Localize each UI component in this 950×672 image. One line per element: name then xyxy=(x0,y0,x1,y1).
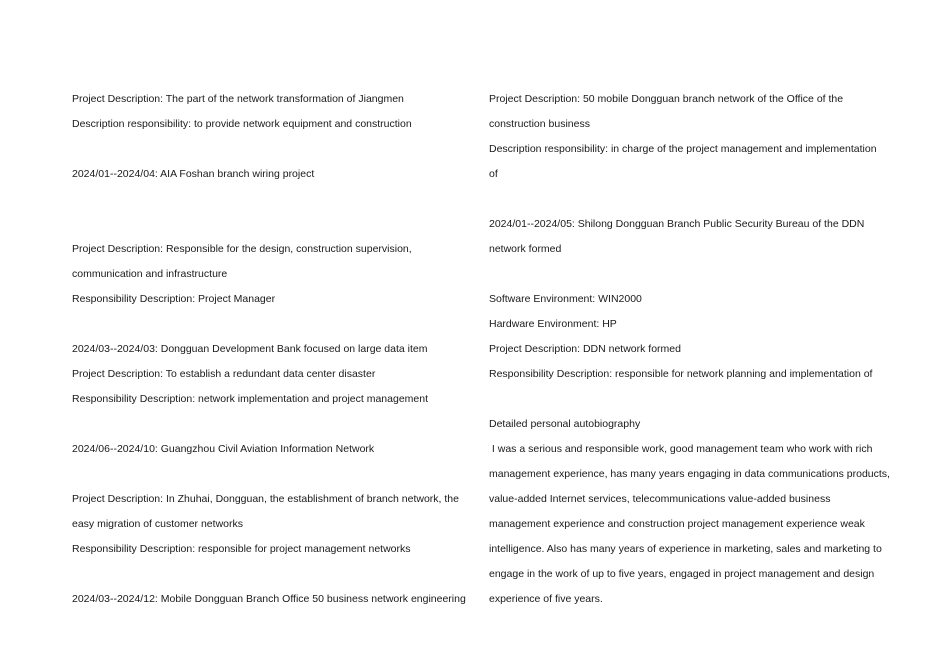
blank-line xyxy=(72,137,472,162)
text-line: 2024/01--2024/04: AIA Foshan branch wiring project xyxy=(72,168,315,180)
text-line: Project Description: Responsible for the design, construction supervision, xyxy=(72,243,412,255)
text-line: intelligence. Also has many years of experience in marketing, sales and marketing to xyxy=(489,543,882,555)
text-line: communication and infrastructure xyxy=(72,268,228,280)
text-line: 2024/01--2024/05: Shilong Dongguan Branch Public Security Bureau of the DDN xyxy=(489,218,865,230)
text-line: Project Description: To establish a redundant data center disaster xyxy=(72,368,376,380)
blank-line xyxy=(72,312,472,337)
text-line: network formed xyxy=(489,243,562,255)
text-line: management experience, has many years engaging in data communications products, xyxy=(489,468,890,480)
text-line: Responsibility Description: network implementation and project management xyxy=(72,393,429,405)
text-line: Responsibility Description: Project Manager xyxy=(72,293,276,305)
text-line: engage in the work of up to five years, engaged in project management and design xyxy=(489,568,875,580)
blank-line xyxy=(489,262,889,287)
left-column xyxy=(72,87,472,612)
text-line: Project Description: DDN network formed xyxy=(489,343,681,355)
blank-line xyxy=(489,187,889,212)
text-line: 2024/06--2024/10: Guangzhou Civil Aviation Information Network xyxy=(72,443,375,455)
text-line: management experience and construction project management experience weak xyxy=(489,518,865,530)
blank-line xyxy=(489,387,889,412)
text-line: Software Environment: WIN2000 xyxy=(489,293,642,305)
blank-line xyxy=(72,412,472,437)
text-line: Project Description: The part of the network transformation of Jiangmen xyxy=(72,93,404,105)
text-line: Responsibility Description: responsible for network planning and implementation of xyxy=(489,368,873,380)
blank-line xyxy=(72,462,472,487)
section-heading: Detailed personal autobiography xyxy=(489,418,641,430)
text-line: Description responsibility: to provide network equipment and construction xyxy=(72,118,412,130)
blank-line xyxy=(72,187,472,212)
text-line: I was a serious and responsible work, good management team who work with rich xyxy=(489,443,873,455)
text-line: easy migration of customer networks xyxy=(72,518,243,530)
text-line: 2024/03--2024/03: Dongguan Development Bank focused on large data item xyxy=(72,343,428,355)
text-line: Project Description: 50 mobile Dongguan branch network of the Office of the xyxy=(489,93,844,105)
right-column xyxy=(489,87,889,612)
blank-line xyxy=(72,562,472,587)
text-line: value-added Internet services, telecommunications value-added business xyxy=(489,493,831,505)
text-line: Hardware Environment: HP xyxy=(489,318,617,330)
text-line: of xyxy=(489,168,498,180)
text-line: Description responsibility: in charge of the project management and implementation xyxy=(489,143,877,155)
text-line: Project Description: In Zhuhai, Dongguan, the establishment of branch network, the xyxy=(72,493,459,505)
text-line: 2024/03--2024/12: Mobile Dongguan Branch Office 50 business network engineering xyxy=(72,593,466,605)
text-line: experience of five years. xyxy=(489,593,603,605)
text-line: Responsibility Description: responsible for project management networks xyxy=(72,543,411,555)
blank-line xyxy=(72,212,472,237)
text-line: construction business xyxy=(489,118,590,130)
